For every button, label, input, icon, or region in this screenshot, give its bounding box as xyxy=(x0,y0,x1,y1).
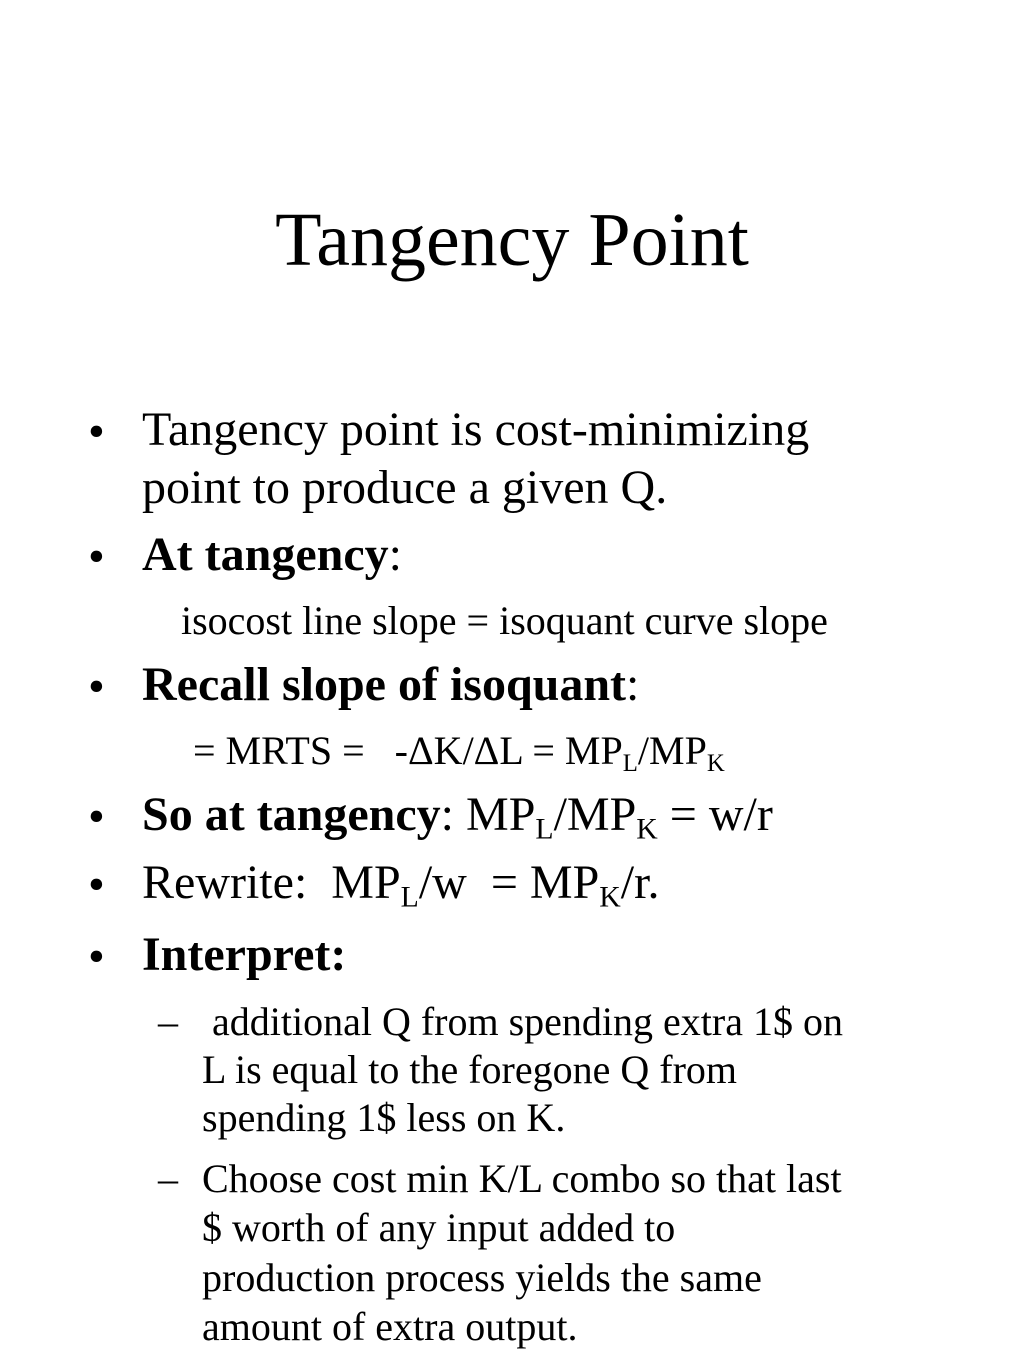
bullet-3 xyxy=(142,656,639,714)
bullet-marker: • xyxy=(88,405,105,458)
subscript-l: L xyxy=(535,812,554,846)
subscript-k: K xyxy=(599,880,621,914)
sub-bullet-2-line-4: amount of extra output. xyxy=(202,1304,578,1349)
bullet-2 xyxy=(142,526,402,584)
bullet-5-text-3: /r. xyxy=(620,856,660,909)
sub-bullet-1-line-3: spending 1$ less on K. xyxy=(202,1095,566,1140)
bullet-2-colon: : xyxy=(388,528,402,581)
subscript-k: K xyxy=(706,749,725,777)
bullet-marker: • xyxy=(88,858,105,911)
mrts-equation xyxy=(193,727,725,775)
bullet-3-colon: : xyxy=(626,658,640,711)
dash-marker: – xyxy=(158,1156,178,1201)
bullet-6 xyxy=(142,926,346,984)
bullet-marker: • xyxy=(88,530,105,583)
sub-bullet-1-line-1: additional Q from spending extra 1$ on xyxy=(202,999,843,1044)
subscript-l: L xyxy=(622,749,638,777)
bullet-marker: • xyxy=(88,930,105,983)
subscript-k: K xyxy=(636,812,658,846)
bullet-3-bold: Recall slope of isoquant xyxy=(142,658,627,711)
bullet-6-bold: Interpret: xyxy=(142,928,347,981)
sub-bullet-2-line-2: $ worth of any input added to xyxy=(202,1205,676,1250)
sub-bullet-2-line-1: Choose cost min K/L combo so that last xyxy=(202,1156,842,1201)
subscript-l: L xyxy=(400,880,419,914)
sub-bullet-2-line-3: production process yields the same xyxy=(202,1255,762,1300)
bullet-2-indent-line: isocost line slope = isoquant curve slope xyxy=(181,598,828,643)
dash-marker: – xyxy=(158,999,178,1044)
bullet-2-bold: At tangency xyxy=(142,528,389,581)
bullet-5-text-1: Rewrite: MP xyxy=(142,856,401,909)
bullet-4-bold: So at tangency xyxy=(142,788,441,841)
bullet-4-text-1: : MP xyxy=(440,788,536,841)
bullet-marker: • xyxy=(88,790,105,843)
mrts-equation-mid: /MP xyxy=(637,728,707,773)
sub-bullet-1-line-2: L is equal to the foregone Q from xyxy=(202,1047,738,1092)
bullet-5 xyxy=(142,854,659,912)
bullet-marker: • xyxy=(88,660,105,713)
bullet-4-text-2: /MP xyxy=(553,788,637,841)
bullet-1-line-1: Tangency point is cost-minimizing xyxy=(142,403,810,456)
bullet-5-text-2: /w = MP xyxy=(418,856,600,909)
mrts-equation-prefix: = MRTS = -ΔK/ΔL = MP xyxy=(193,728,623,773)
bullet-4 xyxy=(142,786,773,844)
bullet-4-text-3: = w/r xyxy=(657,788,773,841)
slide-title: Tangency Point xyxy=(275,198,749,282)
bullet-1-line-2: point to produce a given Q. xyxy=(142,461,668,514)
